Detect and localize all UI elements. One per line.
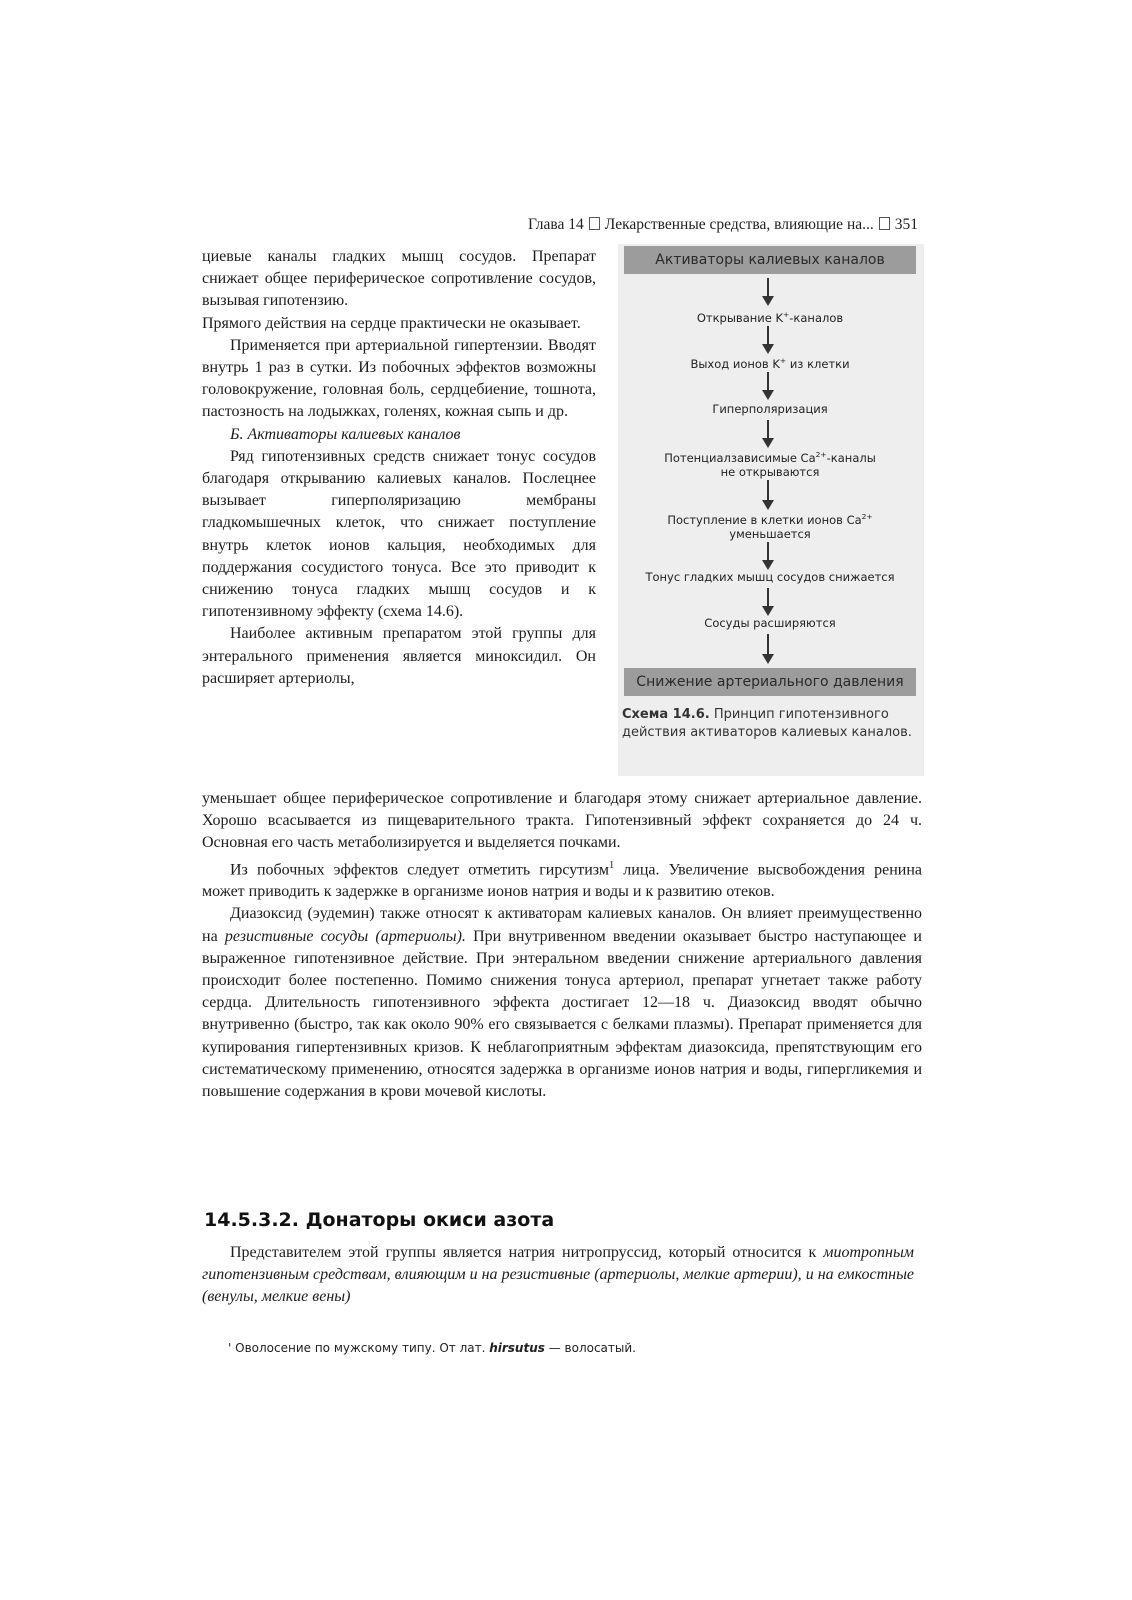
arrow-down-icon bbox=[767, 588, 769, 614]
subheading: Б. Активаторы калиевых каналов bbox=[230, 425, 461, 443]
flow-step: Поступление в клетки ионов $Ca^{2+}$ уменьшается bbox=[667, 512, 873, 541]
paragraph: циевые каналы гладких мышц сосудов. Препарат снижает общее периферическое сопротивление сосудов, вызывая гипотензию. bbox=[202, 248, 596, 310]
arrow-down-icon bbox=[767, 326, 769, 352]
arrow-down-icon bbox=[767, 278, 769, 304]
footnote: ' Оволосение по мужскому типу. От лат. hirsutus — волосатый. bbox=[228, 1341, 636, 1355]
arrow-down-icon bbox=[767, 420, 769, 446]
chapter-title: Лекарственные средства, влияющие на... bbox=[604, 216, 874, 233]
flow-step: Сосуды расширяются bbox=[704, 616, 836, 630]
scheme-figure bbox=[618, 244, 924, 776]
paragraph: Диазоксид (эудемин) также относят к активаторам калиевых каналов. Он влияет преимущественно на резистивные сосуды (артериолы). При внутривенном введении оказывает быстро наступающее и выраженное гипотензивное действие. При энтеральном введении снижение артериального давления происходит более постепенно. Помимо снижения тонуса артериол, препарат угнетает также работу сердца. Длительность гипотензивного эффекта достигает 12—18 ч. Диазоксид вводят обычно внутривенно (быстро, так как около 90% его связывается с белками плазмы). Препарат применяется для купирования гипертензивных кризов. К неблагоприятным эффектам диазоксида, препятствующим его систематическому применению, относятся задержка в организме ионов натрия и воды, гипергликемия и повышение содержания в крови мочевой кислоты. bbox=[202, 905, 922, 1100]
running-head bbox=[206, 216, 918, 234]
flow-step: Гиперполяризация bbox=[712, 402, 828, 416]
flow-step: Открывание K+-каналов bbox=[696, 310, 844, 325]
chapter-label: Глава 14 bbox=[528, 216, 584, 233]
arrow-down-icon bbox=[767, 480, 769, 508]
full-width-text bbox=[202, 788, 922, 1103]
flow-top-box: Активаторы калиевых каналов bbox=[624, 246, 916, 274]
footnote-ref[interactable]: 1 bbox=[609, 859, 615, 871]
paragraph: Прямого действия на сердце практически не оказывает. bbox=[202, 314, 581, 332]
flow-step: Выход ионов K+ из клетки bbox=[690, 356, 850, 371]
section-text bbox=[202, 1242, 914, 1309]
square-separator-icon bbox=[879, 217, 890, 230]
section-title: 14.5.3.2. Донаторы окиси азота bbox=[204, 1209, 555, 1231]
paragraph: Представителем этой группы является натрия нитропруссид, который относится к миотропным гипотензивным средствам, влияющим и на резистивные (артериолы, мелкие артерии), и на емкостные (венулы, мелкие вены) bbox=[202, 1244, 914, 1306]
paragraph: Из побочных эффектов следует отметить гирсутизм$^1$ лица. Увеличение высвобождения ренина может приводить к задержке в организме ионов натрия и воды и к развитию отеков. bbox=[202, 859, 923, 901]
left-column bbox=[202, 246, 596, 690]
footnote-marker: ' bbox=[228, 1341, 232, 1355]
caption-label: Схема 14.6. bbox=[622, 707, 710, 722]
paragraph: Применяется при артериальной гипертензии. Вводят внутрь 1 раз в сутки. Из побочных эффектов возможны головокружение, головная боль, сердцебиение, тошнота, пастозность на лодыжках, голенях, кожная сыпь и др. bbox=[202, 336, 596, 421]
paragraph: уменьшает общее периферическое сопротивление и благодаря этому снижает артериальное давление. Хорошо всасывается из пищеварительного тракта. Гипотензивный эффект сохраняется до 24 ч. Основная его часть метаболизируется и выделяется почками. bbox=[202, 790, 922, 852]
paragraph: Наиболее активным препаратом этой группы для энтерального применения является миноксидил. Он расширяет артериолы, bbox=[202, 625, 596, 687]
caption-text: Принцип гипотензивного действия активаторов калиевых каналов. bbox=[622, 707, 912, 740]
arrow-down-icon bbox=[767, 542, 769, 568]
figure-caption bbox=[622, 706, 916, 741]
paragraph: Ряд гипотензивных средств снижает тонус сосудов благодаря открыванию калиевых каналов. Послецнее вызывает гиперполяризацию мембраны гладкомышечных клеток, что снижает поступление внутрь клеток ионов кальция, необходимых для поддержания сосудистого тонуса. Все это приводит к снижению тонуса гладких мышц сосудов и к гипотензивному эффекту (схема 14.6). bbox=[202, 447, 596, 621]
arrow-down-icon bbox=[767, 634, 769, 662]
flow-step: Тонус гладких мышц сосудов снижается bbox=[645, 570, 895, 584]
flow-step: Потенциалзависимые $Ca^{2+}$-каналы не открываются bbox=[664, 450, 876, 479]
square-separator-icon bbox=[589, 217, 600, 230]
arrow-down-icon bbox=[767, 372, 769, 398]
page-number: 351 bbox=[894, 216, 918, 233]
flow-bottom-box: Снижение артериального давления bbox=[624, 668, 916, 696]
